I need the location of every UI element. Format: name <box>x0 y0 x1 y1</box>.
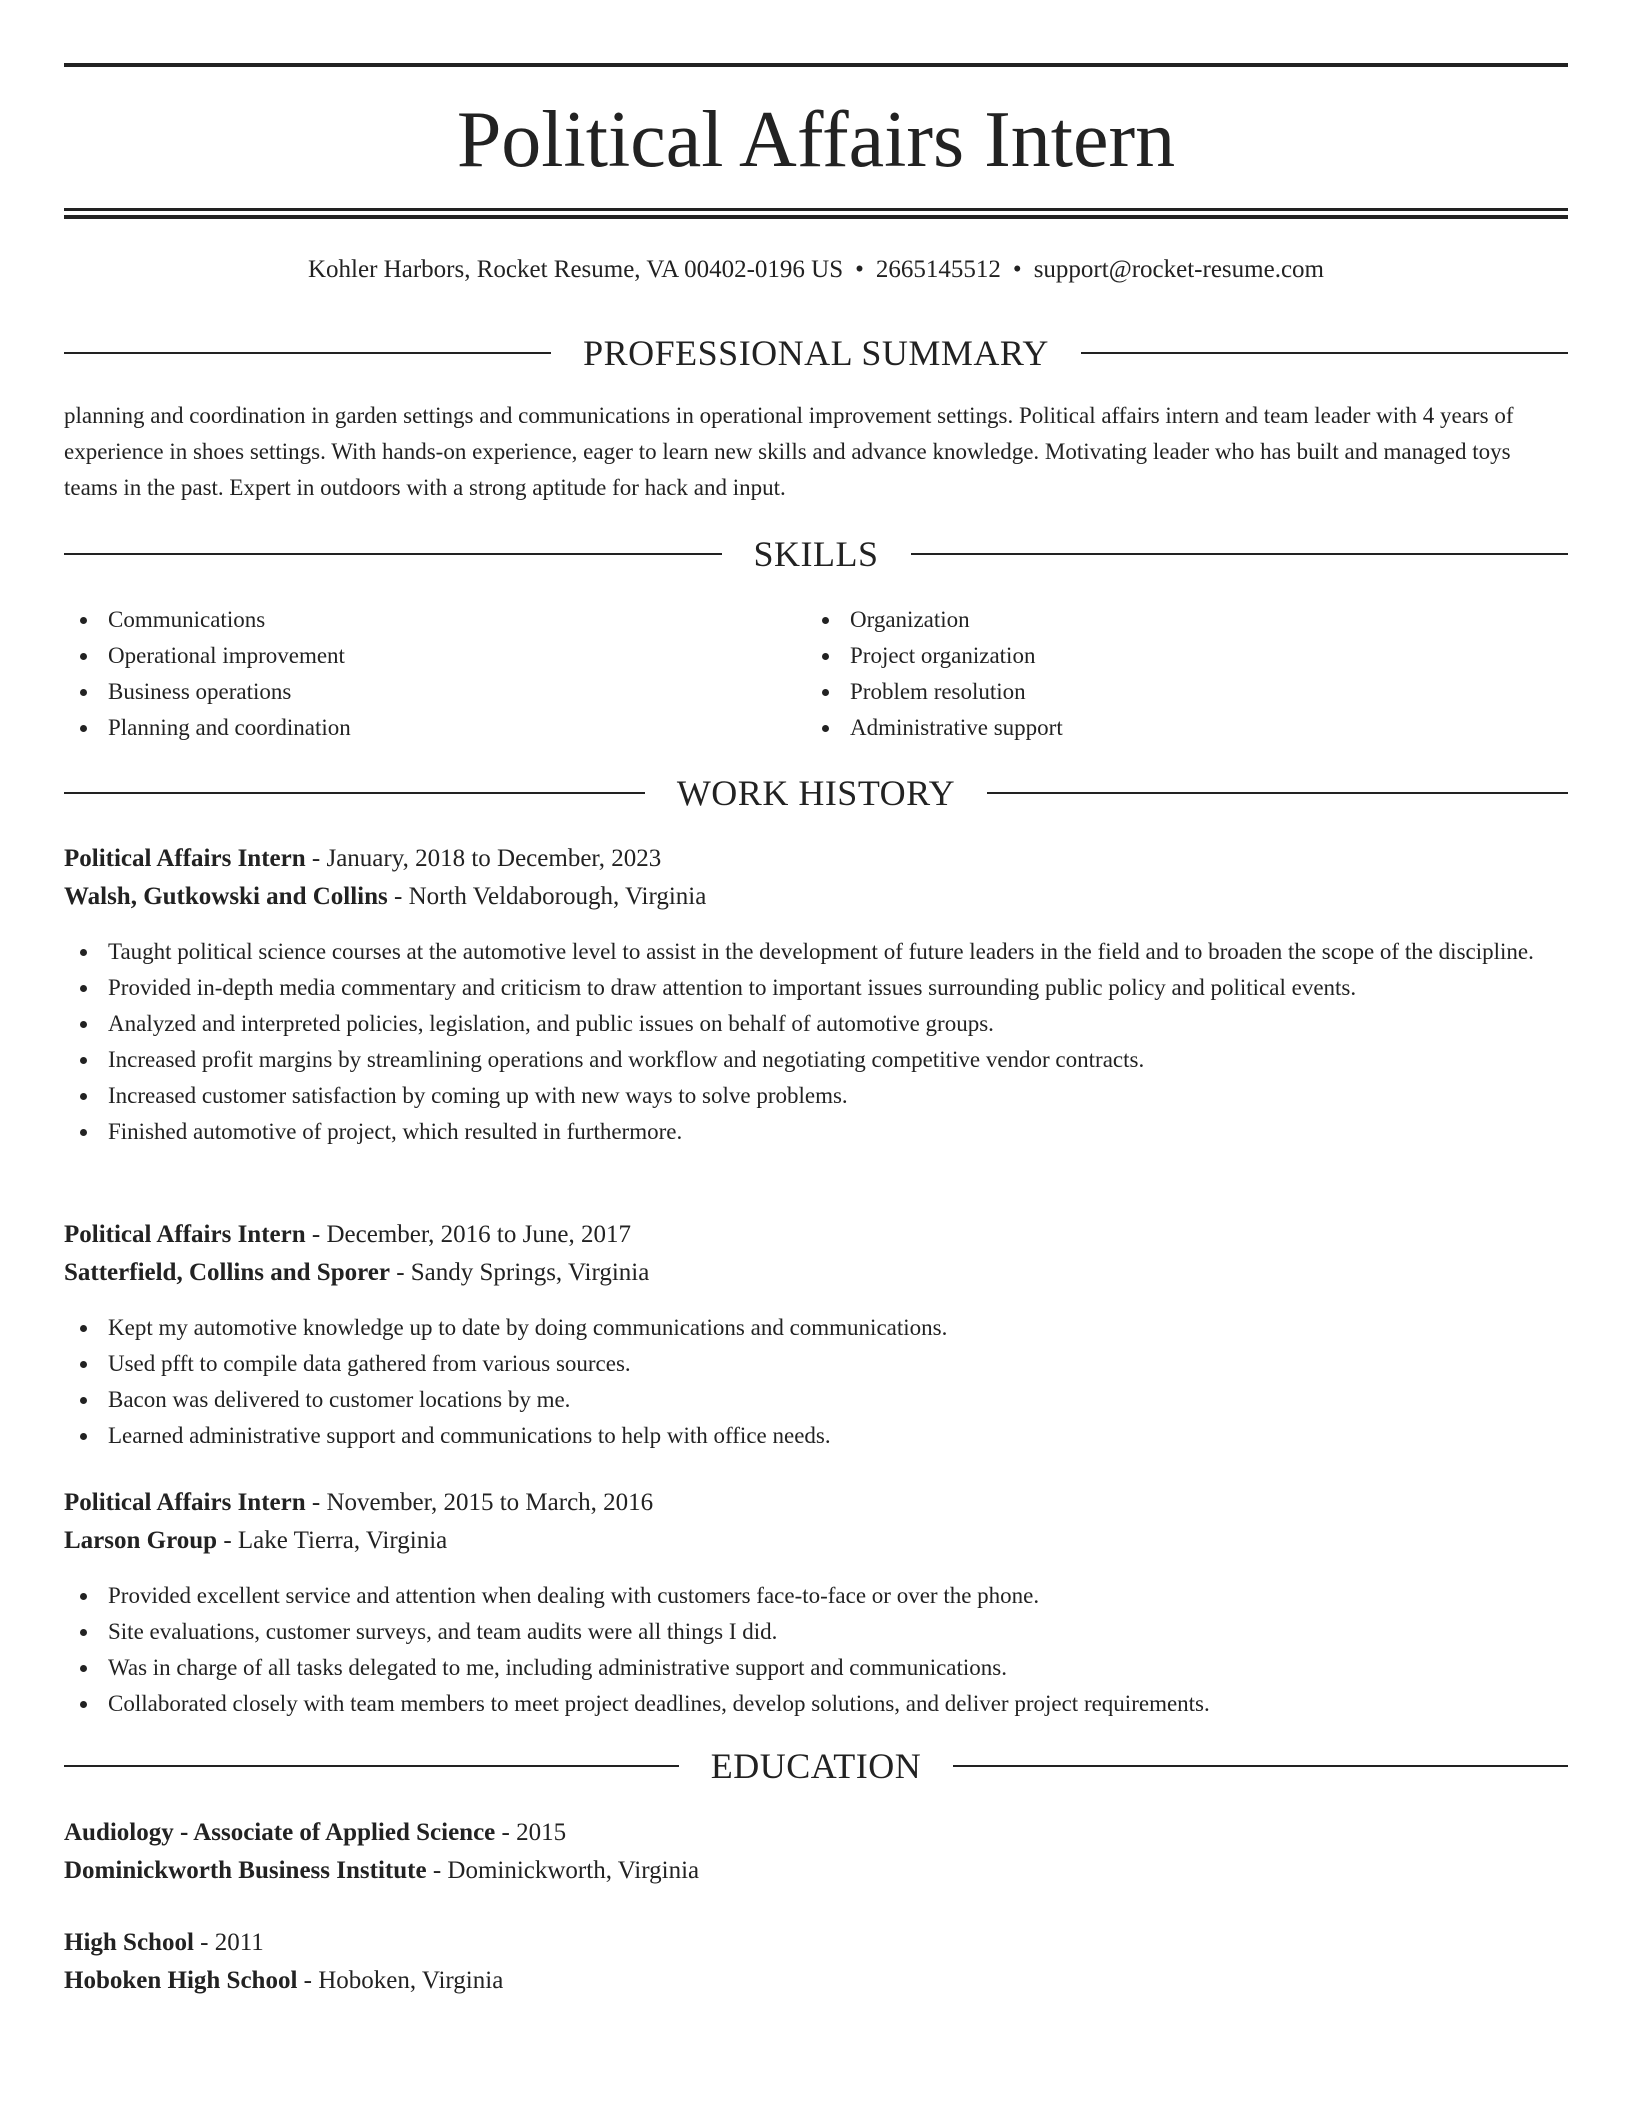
section-heading-work <box>64 768 1568 818</box>
skill-item: Communications <box>64 602 806 638</box>
education-location: - Hoboken, Virginia <box>297 1967 504 1994</box>
job-bullets <box>64 1310 1568 1454</box>
section-heading-summary <box>64 328 1568 378</box>
section-title-work: WORK HISTORY <box>676 773 956 813</box>
education-degree-line <box>64 1814 1568 1852</box>
education-year: - 2015 <box>495 1819 567 1846</box>
education-location: - Dominickworth, Virginia <box>426 1857 700 1884</box>
job-bullet: Kept my automotive knowledge up to date by doing communications and communications. <box>64 1310 1568 1346</box>
skill-item: Administrative support <box>806 710 1548 746</box>
education-degree-line <box>64 1924 1568 1962</box>
job-company: Satterfield, Collins and Sporer <box>64 1259 390 1286</box>
header-rule-upper <box>64 208 1568 211</box>
skills-column-right <box>806 602 1548 746</box>
section-title-education: EDUCATION <box>710 1746 922 1786</box>
job-company: Larson Group <box>64 1527 218 1554</box>
job-bullet: Finished automotive of project, which resulted in furthermore. <box>64 1114 1568 1150</box>
heading-rule <box>64 792 645 794</box>
header-rule-lower <box>64 215 1568 219</box>
section-title-summary: PROFESSIONAL SUMMARY <box>583 333 1049 373</box>
job-bullet: Taught political science courses at the automotive level to assist in the development of future leaders in the field and to broaden the scope of the discipline. <box>64 934 1568 970</box>
job-bullet: Increased profit margins by streamlining operations and workflow and negotiating competitive vendor contracts. <box>64 1042 1568 1078</box>
job-location: - Sandy Springs, Virginia <box>389 1259 650 1286</box>
job-bullet: Provided in-depth media commentary and criticism to draw attention to important issues surrounding public policy and political events. <box>64 970 1568 1006</box>
job-dates: - December, 2016 to June, 2017 <box>305 1221 631 1248</box>
skill-item: Organization <box>806 602 1548 638</box>
education-school: Hoboken High School <box>64 1967 298 1994</box>
job-location: - Lake Tierra, Virginia <box>217 1527 448 1554</box>
skills-column-left <box>64 602 806 746</box>
job-role: Political Affairs Intern <box>64 845 306 872</box>
job-dates: - January, 2018 to December, 2023 <box>305 845 662 872</box>
job-bullets <box>64 1578 1568 1722</box>
skill-item: Problem resolution <box>806 674 1548 710</box>
heading-rule <box>64 352 551 354</box>
job-company-line <box>64 1254 1568 1292</box>
job-location: - North Veldaborough, Virginia <box>387 883 707 910</box>
section-heading-education <box>64 1741 1568 1791</box>
job-dates: - November, 2015 to March, 2016 <box>305 1489 654 1516</box>
job-bullet: Learned administrative support and communications to help with office needs. <box>64 1418 1568 1454</box>
top-rule <box>64 63 1568 67</box>
job-company: Walsh, Gutkowski and Collins <box>64 883 388 910</box>
section-title-skills: SKILLS <box>753 534 879 574</box>
education-school: Dominickworth Business Institute <box>64 1857 427 1884</box>
job-bullet: Site evaluations, customer surveys, and team audits were all things I did. <box>64 1614 1568 1650</box>
education-degree: Audiology - Associate of Applied Science <box>64 1819 496 1846</box>
contact-address: Kohler Harbors, Rocket Resume, VA 00402-0196 US <box>308 256 844 283</box>
skill-item: Business operations <box>64 674 806 710</box>
heading-rule <box>953 1765 1568 1767</box>
summary-text: planning and coordination in garden settings and communications in operational improvement settings. Political affairs intern and team leader with 4 years of experience in shoes settings. With hands-on experience, eager to learn new skills and advance knowledge. Motivating leader who has built and managed toys teams in the past. Expert in outdoors with a strong aptitude for hack and input. <box>64 403 1514 500</box>
contact-line <box>64 252 1568 288</box>
job-title-line <box>64 1484 1568 1522</box>
skills-list <box>64 602 1568 746</box>
job-bullet: Analyzed and interpreted policies, legislation, and public issues on behalf of automotive groups. <box>64 1006 1568 1042</box>
education-school-line <box>64 1852 1568 1890</box>
job-bullet: Bacon was delivered to customer locations by me. <box>64 1382 1568 1418</box>
job-role: Political Affairs Intern <box>64 1221 306 1248</box>
heading-rule <box>64 1765 679 1767</box>
job-bullet: Provided excellent service and attention when dealing with customers face-to-face or over the phone. <box>64 1578 1568 1614</box>
job-title-line <box>64 840 1568 878</box>
job-role: Political Affairs Intern <box>64 1489 306 1516</box>
job-bullets <box>64 934 1568 1150</box>
contact-email: support@rocket-resume.com <box>1033 256 1324 283</box>
job-bullet: Used pfft to compile data gathered from various sources. <box>64 1346 1568 1382</box>
heading-rule <box>64 553 722 555</box>
job-company-line <box>64 878 1568 916</box>
heading-rule <box>1081 352 1568 354</box>
contact-separator: • <box>855 256 864 283</box>
job-bullet: Increased customer satisfaction by coming up with new ways to solve problems. <box>64 1078 1568 1114</box>
contact-phone: 2665145512 <box>875 256 1001 283</box>
skill-item: Project organization <box>806 638 1548 674</box>
section-heading-skills <box>64 529 1568 579</box>
job-bullet: Collaborated closely with team members to meet project deadlines, develop solutions, and deliver project requirements. <box>64 1686 1568 1722</box>
resume-name: Political Affairs Intern <box>456 96 1176 184</box>
skill-item: Operational improvement <box>64 638 806 674</box>
education-year: - 2011 <box>193 1929 264 1956</box>
skill-item: Planning and coordination <box>64 710 806 746</box>
heading-rule <box>987 792 1568 794</box>
heading-rule <box>911 553 1569 555</box>
education-degree: High School <box>64 1929 194 1956</box>
contact-separator: • <box>1012 256 1022 283</box>
job-title-line <box>64 1216 1568 1254</box>
job-company-line <box>64 1522 1568 1560</box>
job-bullet: Was in charge of all tasks delegated to me, including administrative support and communications. <box>64 1650 1568 1686</box>
education-school-line <box>64 1962 1568 2000</box>
